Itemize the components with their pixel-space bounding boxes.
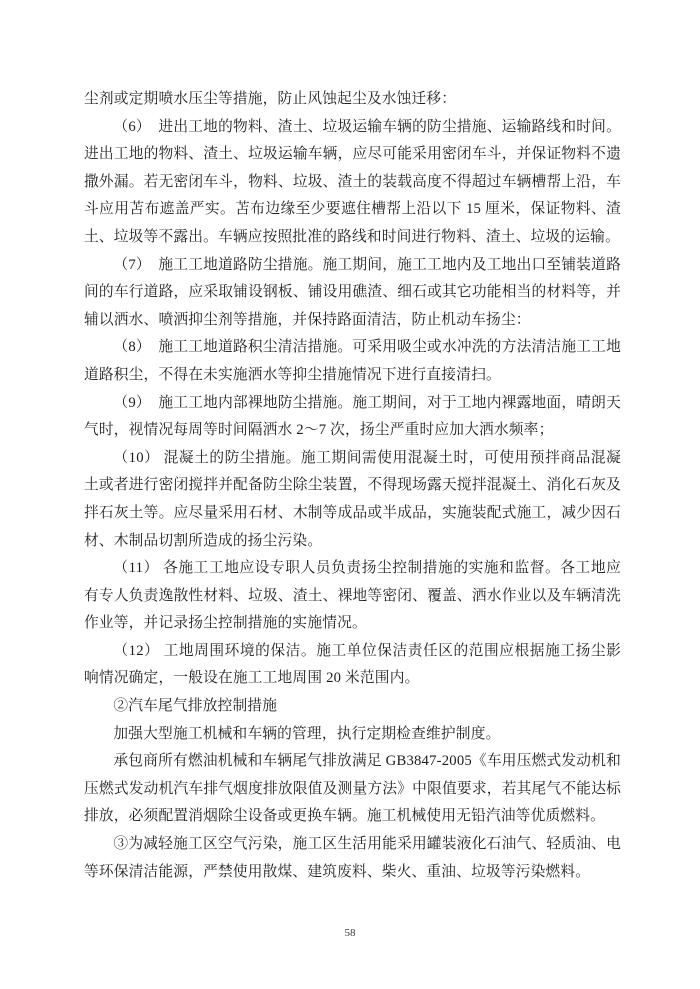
paragraph: 承包商所有燃油机械和车辆尾气排放满足 GB3847-2005《车用压燃式发动机和压燃式发动机汽车排气烟度排放限值及测量方法》中限值要求，若其尾气不能达标排放，必须配置消烟除尘设备或更换车辆。施工机械使用无铅汽油等优质燃料。 (84, 753, 621, 825)
paragraph: （8） 施工工地道路积尘清洁措施。可采用吸尘或水冲洗的方法清洁施工工地道路积尘，不得在未实施洒水等抑尘措施情况下进行直接清扫。 (84, 339, 621, 383)
paragraph: （10） 混凝土的防尘措施。施工期间需使用混凝土时，可使用预拌商品混凝土或者进行密闭搅拌并配备防尘除尘装置，不得现场露天搅拌混凝土、消化石灰及拌石灰土等。应尽量采用石材、木制等成品或半成品，实施装配式施工，减少因石材、木制品切割所造成的扬尘污染。 (84, 449, 621, 549)
paragraph: ②汽车尾气排放控制措施 (113, 698, 278, 715)
paragraph: （9） 施工工地内部裸地防尘措施。施工期间，对于工地内裸露地面，晴朗天气时，视情况每周等时间隔洒水 2～7 次，扬尘严重时应加大洒水频率； (84, 394, 621, 439)
paragraph: ③为减轻施工区空气污染，施工区生活用能采用罐装液化石油气、轻质油、电等环保清洁能源，严禁使用散煤、建筑废料、柴火、重油、垃圾等污染燃料。 (84, 836, 621, 880)
page-number: 58 (344, 927, 356, 939)
paragraph: （7） 施工工地道路防尘措施。施工期间，施工工地内及工地出口至铺装道路间的车行道路，应采取铺设钢板、铺设用礁渣、细石或其它功能相当的材料等，并辅以洒水、喷洒抑尘剂等措施，并保持路面清洁，防止机动车扬尘： (84, 256, 621, 328)
paragraph: （12） 工地周围环境的保洁。施工单位保洁责任区的范围应根据施工扬尘影响情况确定，一般设在施工工地周围 20 米范围内。 (84, 642, 621, 687)
paragraph: 加强大型施工机械和车辆的管理，执行定期检查维护制度。 (113, 725, 501, 742)
document-body (84, 86, 621, 886)
paragraph: （6） 进出工地的物料、渣土、垃圾运输车辆的防尘措施、运输路线和时间。进出工地的物料、渣土、垃圾运输车辆，应尽可能采用密闭车斗，并保证物料不遗撒外漏。若无密闭车斗，物料、垃圾、渣土的装载高度不得超过车辆槽帮上沿，车斗应用苫布遮盖严实。苫布边缘至少要遮住槽帮上沿以下 15 厘米，保证物料、渣土、垃圾等不露出。车辆应按照批准的路线和时间进行物料、渣土、垃圾的运输。 (84, 118, 621, 245)
paragraph: 尘剂或定期喷水压尘等措施，防止风蚀起尘及水蚀迁移： (84, 91, 457, 107)
paragraph: （11） 各施工工地应设专职人员负责扬尘控制措施的实施和监督。各工地应有专人负责逸散性材料、垃圾、渣土、裸地等密闭、覆盖、洒水作业以及车辆清洗作业等，并记录扬尘控制措施的实施情况。 (84, 560, 621, 632)
